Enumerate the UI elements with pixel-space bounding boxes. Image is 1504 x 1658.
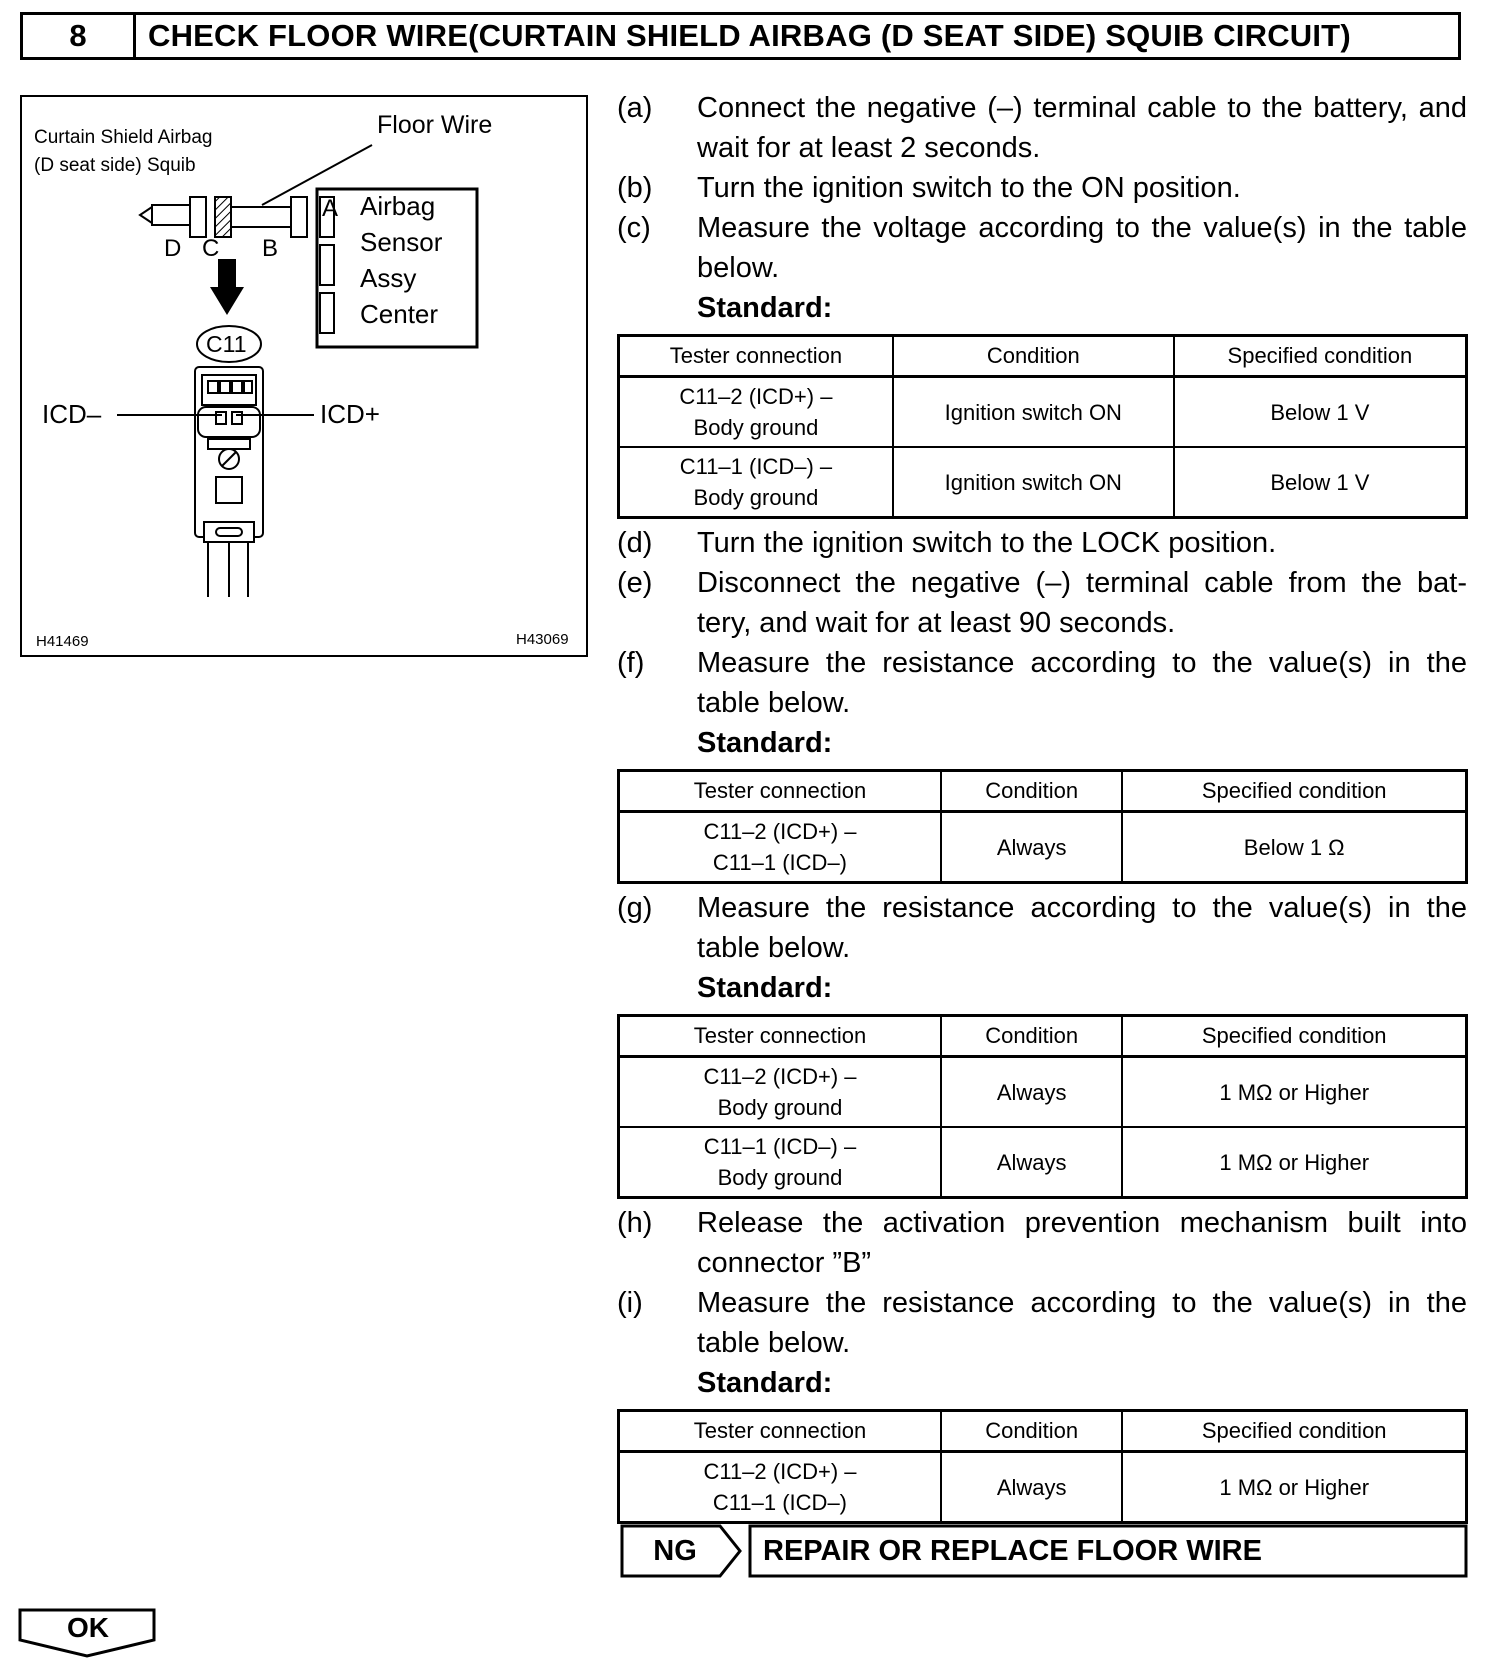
table-row: C11–2 (ICD+) – C11–1 (ICD–) Always Below 1 Ω [619,812,1467,883]
step-h: (h) Release the activation prevention mechanism built into connector ”B” [617,1207,1467,1279]
step-e: (e) Disconnect the negative (–) terminal cable from the bat- tery, and wait for at least 90 seconds. [617,567,1467,639]
floor-wire-label: Floor Wire [377,111,493,139]
squib-label-line2: (D seat side) Squib [34,155,196,176]
step-f: (f) Measure the resistance according to the value(s) in the table below. [617,647,1467,719]
header-specified: Specified condition [1174,336,1467,377]
standard-label-2: Standard: [697,727,833,759]
step-title: CHECK FLOOR WIRE(CURTAIN SHIELD AIRBAG (D SEAT SIDE) SQUIB CIRCUIT) [148,18,1351,53]
connector-a-label: A [322,195,339,222]
standard-label-4: Standard: [697,1367,833,1399]
resistance-table-2: Tester connection Condition Specified condition C11–2 (ICD+) – Body ground Always 1 MΩ or Higher C11–1 (ICD–) – Body ground Always 1 MΩ or Higher [617,1014,1468,1199]
table-row: C11–2 (ICD+) – Body ground Ignition switch ON Below 1 V [619,377,1467,448]
sensor-label-line3: Assy [360,263,417,293]
ng-action: REPAIR OR REPLACE FLOOR WIRE [763,1534,1262,1567]
ng-label: NG [653,1534,697,1567]
table-row: C11–1 (ICD–) – Body ground Always 1 MΩ or Higher [619,1127,1467,1198]
header-tester: Tester connection [619,336,893,377]
connector-d-label: D [164,235,182,262]
squib-label-line1: Curtain Shield Airbag [34,127,213,148]
standard-label-1: Standard: [697,292,833,324]
icd-plus-label: ICD+ [320,399,380,429]
step-g: (g) Measure the resistance according to the value(s) in the table below. [617,892,1467,964]
step-b: (b) Turn the ignition switch to the ON position. [617,172,1241,204]
step-d: (d) Turn the ignition switch to the LOCK position. [617,527,1277,559]
voltage-table [617,334,1468,519]
floor-wire-body [231,207,291,227]
table-row: C11–2 (ICD+) – C11–1 (ICD–) Always 1 MΩ or Higher [619,1452,1467,1523]
figure-code-right: H43069 [516,631,569,648]
standard-label-3: Standard: [697,972,833,1004]
ok-label: OK [67,1612,109,1643]
connector-c-label: C [202,235,220,262]
table-row: C11–2 (ICD+) – Body ground Always 1 MΩ or Higher [619,1057,1467,1128]
sensor-label-line4: Center [360,299,439,329]
step-number: 8 [23,15,136,57]
down-arrow-icon [210,259,244,315]
ng-result [620,1524,1470,1578]
connector-b-label: B [262,235,279,262]
resistance-table-1: Tester connection Condition Specified condition C11–2 (ICD+) – C11–1 (ICD–) Always Below 1 Ω [617,769,1468,884]
connector-d-shape [140,197,206,237]
table-row: C11–1 (ICD–) – Body ground Ignition switch ON Below 1 V [619,447,1467,518]
c11-connector-shape [195,367,263,597]
icd-minus-label: ICD– [42,399,102,429]
ok-result [18,1608,158,1658]
header-condition: Condition [893,336,1174,377]
figure-code-left: H41469 [36,633,89,650]
sensor-label-line1: Airbag [360,191,436,221]
connector-id-label: C11 [206,331,247,357]
resistance-table-3: Tester connection Condition Specified condition C11–2 (ICD+) – C11–1 (ICD–) Always 1 MΩ or Higher [617,1409,1468,1524]
step-c: (c) Measure the voltage according to the value(s) in the table below. [617,212,1467,284]
wiring-figure [20,95,588,657]
connector-c-shape [215,197,231,237]
procedure-steps [617,88,1467,1528]
step-header [20,12,1461,60]
sensor-label-line2: Sensor [360,227,443,257]
step-i: (i) Measure the resistance according to the value(s) in the table below. [617,1287,1467,1359]
connector-b-shape [291,197,307,237]
step-a: (a) Connect the negative (–) terminal cable to the battery, and wait for at least 2 seconds. [617,92,1467,164]
connector-diagram [22,97,590,659]
